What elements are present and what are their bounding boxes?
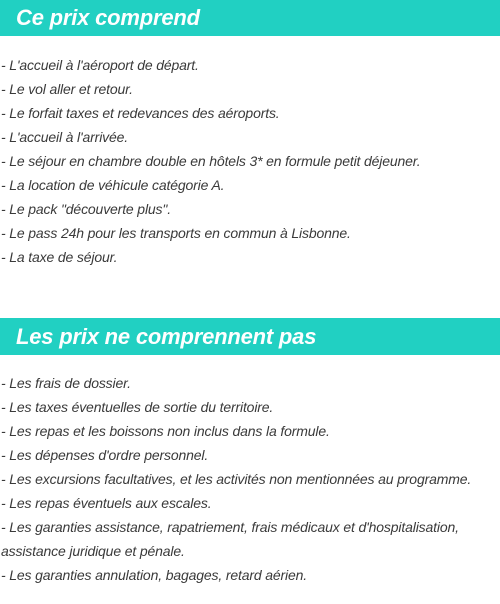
excluded-item: - Les frais de dossier.: [1, 375, 131, 391]
excluded-section: [0, 318, 500, 587]
included-list: [0, 53, 500, 269]
included-item: - Le pass 24h pour les transports en commun à Lisbonne.: [1, 225, 351, 241]
included-item: - La location de véhicule catégorie A.: [1, 177, 225, 193]
excluded-item: - Les garanties annulation, bagages, retard aérien.: [1, 567, 308, 583]
included-item: - L'accueil à l'arrivée.: [1, 129, 129, 145]
included-item: - Le pack "découverte plus".: [1, 201, 171, 217]
excluded-list: [0, 371, 500, 587]
included-item: - Le vol aller et retour.: [1, 81, 133, 97]
excluded-item: - Les taxes éventuelles de sortie du territoire.: [1, 399, 274, 415]
excluded-item: - Les repas et les boissons non inclus dans la formule.: [1, 423, 330, 439]
excluded-item: - Les repas éventuels aux escales.: [1, 495, 212, 511]
included-heading: Ce prix comprend: [0, 0, 500, 36]
excluded-item: - Les dépenses d'ordre personnel.: [1, 447, 209, 463]
included-section: [0, 0, 500, 269]
included-item: - Le séjour en chambre double en hôtels 3* en formule petit déjeuner.: [1, 153, 421, 169]
excluded-item: - Les garanties assistance, rapatriement, frais médicaux et d'hospitalisation, assistance juridique et pénale.: [1, 519, 459, 559]
included-item: - La taxe de séjour.: [1, 249, 118, 265]
included-item: - Le forfait taxes et redevances des aéroports.: [1, 105, 280, 121]
excluded-heading: Les prix ne comprennent pas: [0, 318, 500, 355]
excluded-item: - Les excursions facultatives, et les activités non mentionnées au programme.: [1, 471, 472, 487]
included-item: - L'accueil à l'aéroport de départ.: [1, 57, 199, 73]
